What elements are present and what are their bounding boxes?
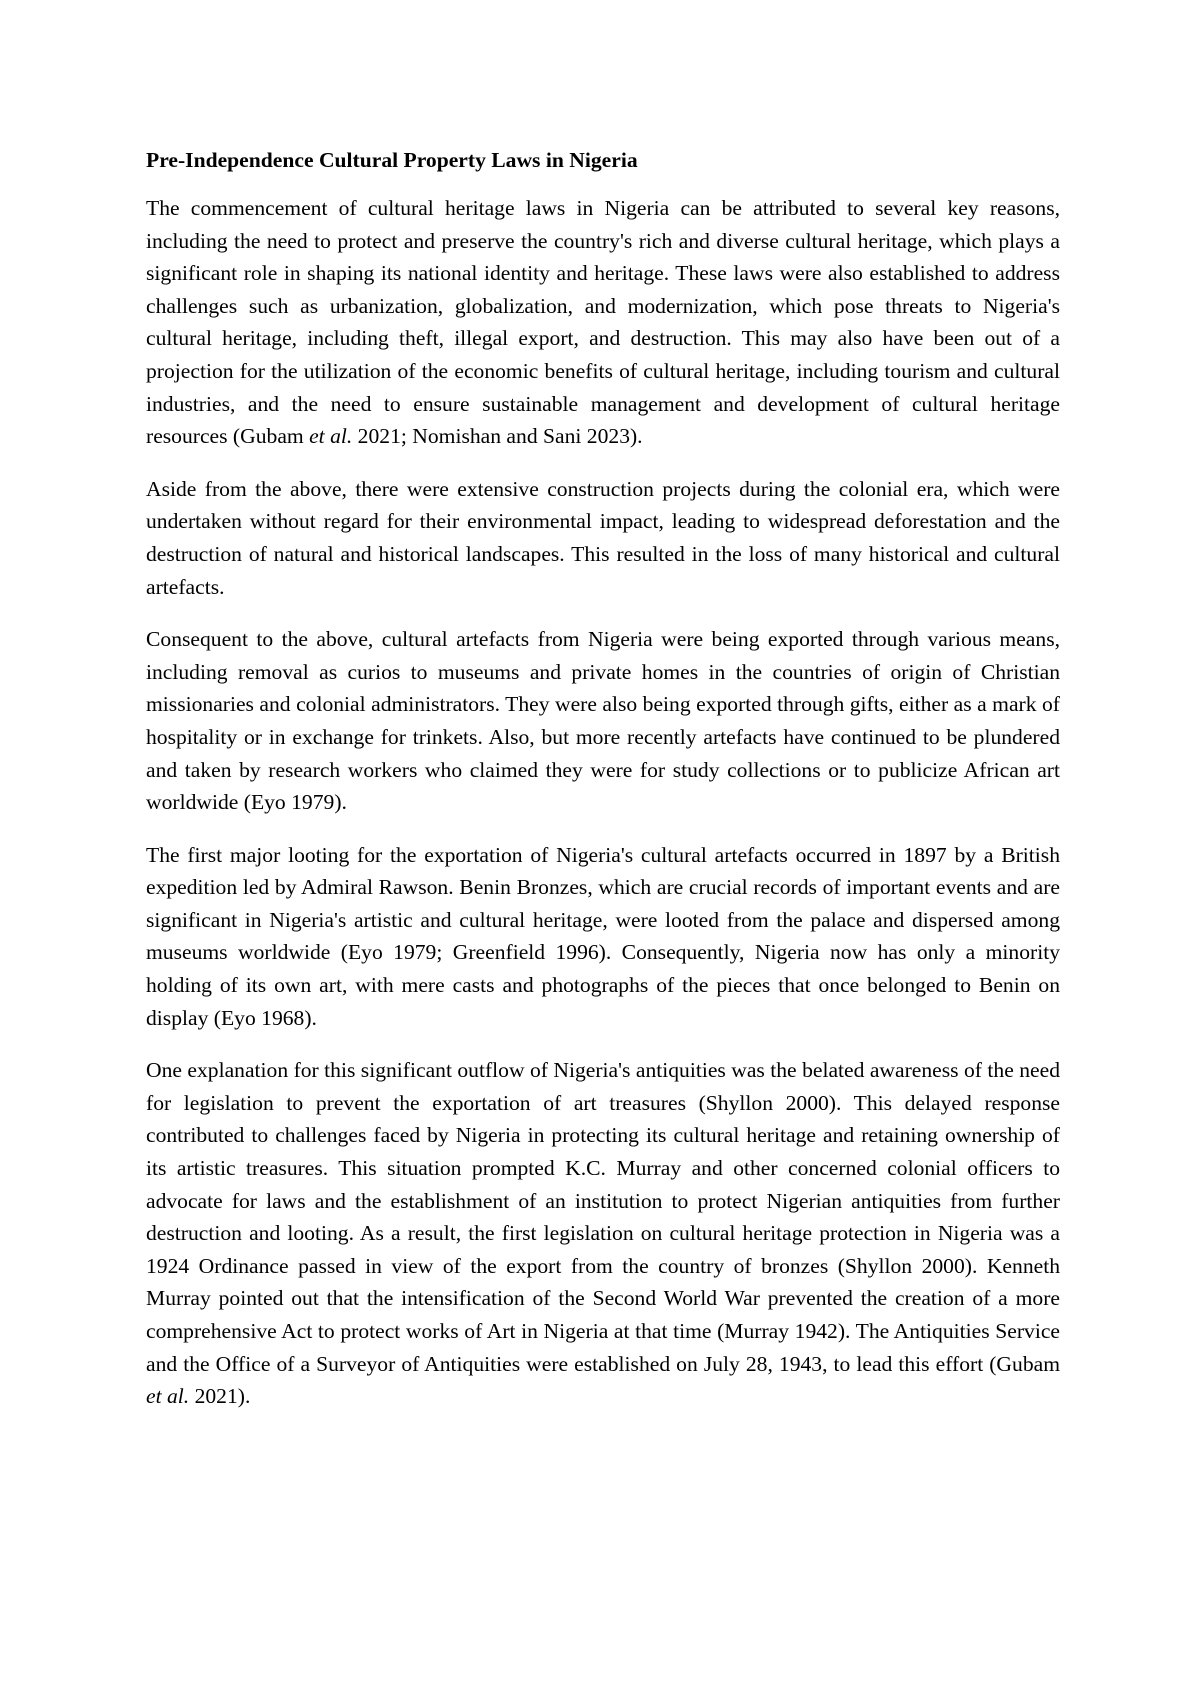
paragraph-1-text-end: 2021; Nomishan and Sani 2023).	[352, 424, 643, 449]
paragraph-5-italic: et al.	[146, 1384, 190, 1409]
paragraph-5	[146, 1054, 1060, 1413]
paragraph-3	[146, 623, 1060, 819]
document-body	[146, 144, 1060, 1433]
paragraph-1-text: The commencement of cultural heritage laws in Nigeria can be attributed to several key reasons, including the need to protect and preserve the country's rich and diverse cultural heritage, which plays a significant role in shaping its national identity and heritage. These laws were also established to address challenges such as urbanization, globalization, and modernization, which pose threats to Nigeria's cultural heritage, including theft, illegal export, and destruction. This may also have been out of a projection for the utilization of the economic benefits of cultural heritage, including tourism and cultural industries, and the need to ensure sustainable management and development of cultural heritage resources (Gubam	[146, 196, 1060, 449]
section-heading: Pre-Independence Cultural Property Laws in Nigeria	[146, 148, 638, 172]
paragraph-4-text: The first major looting for the exportation of Nigeria's cultural artefacts occurred in 1897 by a British expedition led by Admiral Rawson. Benin Bronzes, which are crucial records of important events and are significant in Nigeria's artistic and cultural heritage, were looted from the palace and dispersed among museums worldwide (Eyo 1979; Greenfield 1996). Consequently, Nigeria now has only a minority holding of its own art, with mere casts and photographs of the pieces that once belonged to Benin on display (Eyo 1968).	[146, 842, 1060, 1030]
paragraph-2-text: Aside from the above, there were extensive construction projects during the colonial era, which were undertaken without regard for their environmental impact, leading to widespread deforestation and the destruction of natural and historical landscapes. This resulted in the loss of many historical and cultural artefacts.	[146, 476, 1060, 599]
paragraph-5-text-end: 2021).	[189, 1384, 251, 1409]
paragraph-3-text: Consequent to the above, cultural artefacts from Nigeria were being exported through various means, including removal as curios to museums and private homes in the countries of origin of Christian missionaries and colonial administrators. They were also being exported through gifts, either as a mark of hospitality or in exchange for trinkets. Also, but more recently artefacts have continued to be plundered and taken by research workers who claimed they were for study collections or to publicize African art worldwide (Eyo 1979).	[146, 627, 1060, 815]
paragraph-2	[146, 473, 1060, 603]
paragraph-4	[146, 839, 1060, 1035]
paragraph-5-text: One explanation for this significant outflow of Nigeria's antiquities was the belated awareness of the need for legislation to prevent the exportation of art treasures (Shyllon 2000). This delayed response contributed to challenges faced by Nigeria in protecting its cultural heritage and retaining ownership of its artistic treasures. This situation prompted K.C. Murray and other concerned colonial officers to advocate for laws and the establishment of an institution to protect Nigerian antiquities from further destruction and looting. As a result, the first legislation on cultural heritage protection in Nigeria was a 1924 Ordinance passed in view of the export from the country of bronzes (Shyllon 2000). Kenneth Murray pointed out that the intensification of the Second World War prevented the creation of a more comprehensive Act to protect works of Art in Nigeria at that time (Murray 1942). The Antiquities Service and the Office of a Surveyor of Antiquities were established on July 28, 1943, to lead this effort (Gubam	[146, 1058, 1060, 1376]
paragraph-1-italic: et al.	[309, 424, 353, 449]
paragraph-1	[146, 192, 1060, 453]
